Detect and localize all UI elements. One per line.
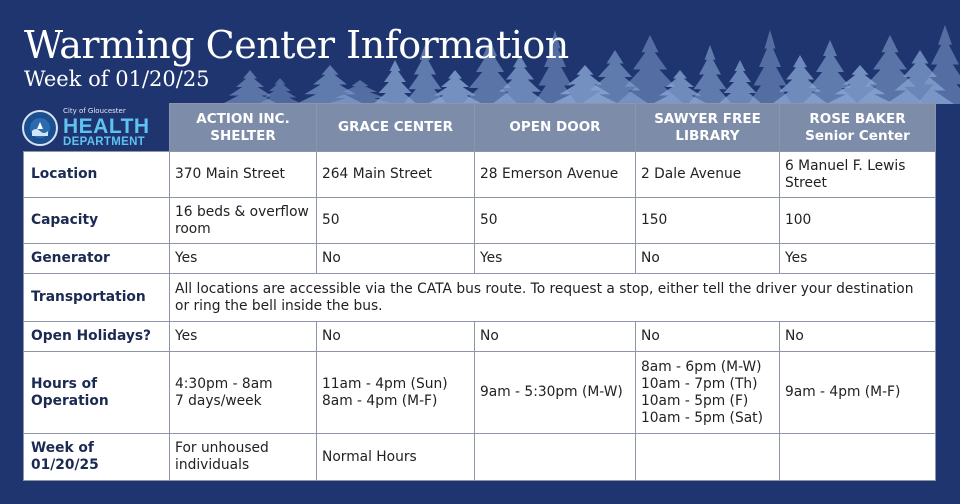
table-cell: Yes [780, 244, 936, 274]
table-cell: No [780, 322, 936, 352]
table-cell: No [636, 244, 780, 274]
cell-line: 8am - 4pm (M-F) [322, 392, 438, 409]
table-cell: Yes [170, 322, 317, 352]
cell-line: 10am - 7pm (Th) [641, 375, 758, 392]
cell-line: 10am - 5pm (F) [641, 392, 749, 409]
cell-line: 9am - 4pm (M-F) [785, 384, 901, 400]
table-cell [317, 352, 475, 434]
table-cell: Yes [170, 244, 317, 274]
table-cell [475, 352, 636, 434]
page-subtitle: Week of 01/20/25 [24, 67, 210, 91]
table-cell: Normal Hours [317, 434, 475, 481]
row-header-generator: Generator [24, 244, 170, 274]
table-cell: 28 Emerson Avenue [475, 152, 636, 198]
row-header-week: Week of 01/20/25 [24, 434, 170, 481]
table-cell: 50 [317, 198, 475, 244]
table-cell: Yes [475, 244, 636, 274]
table-cell: 2 Dale Avenue [636, 152, 780, 198]
table-cell [170, 352, 317, 434]
cell-line: 9am - 5:30pm (M-W) [480, 384, 623, 400]
table-corner-cell [24, 104, 170, 152]
table-row [24, 152, 936, 198]
cell-line: 8am - 6pm (M-W) [641, 358, 762, 375]
logo-health-text: HEALTH [63, 114, 150, 138]
row-header-capacity: Capacity [24, 198, 170, 244]
table-row [24, 322, 936, 352]
table-cell: 150 [636, 198, 780, 244]
table-row [24, 434, 936, 481]
table-cell: For unhoused individuals [170, 434, 317, 481]
cell-line: 11am - 4pm (Sun) [322, 375, 448, 392]
table-header-row [24, 104, 936, 152]
table-cell: 50 [475, 198, 636, 244]
table-cell: 264 Main Street [317, 152, 475, 198]
table-cell [780, 434, 936, 481]
table-cell [780, 352, 936, 434]
column-header: OPEN DOOR [475, 104, 636, 152]
table-cell: No [317, 322, 475, 352]
column-header: ROSE BAKER Senior Center [780, 104, 936, 152]
table-cell: No [475, 322, 636, 352]
column-header: ACTION INC. SHELTER [170, 104, 317, 152]
table-row [24, 274, 936, 322]
table-cell: 370 Main Street [170, 152, 317, 198]
row-header-transportation: Transportation [24, 274, 170, 322]
cell-line: 7 days/week [175, 392, 262, 409]
table-cell: 100 [780, 198, 936, 244]
row-header-open-holidays: Open Holidays? [24, 322, 170, 352]
row-header-hours: Hours of Operation [24, 352, 170, 434]
table-cell: No [317, 244, 475, 274]
table-cell: 16 beds & overflow room [170, 198, 317, 244]
logo-department-text: DEPARTMENT [63, 135, 146, 148]
table-cell [636, 352, 780, 434]
table-row [24, 244, 936, 274]
table-cell: 6 Manuel F. Lewis Street [780, 152, 936, 198]
table-cell [636, 434, 780, 481]
cell-line: 10am - 5pm (Sat) [641, 409, 763, 426]
cell-line: 4:30pm - 8am [175, 375, 273, 392]
table-cell [475, 434, 636, 481]
column-header: GRACE CENTER [317, 104, 475, 152]
logo-city-text: City of Gloucester [63, 106, 126, 115]
warming-center-table [23, 103, 936, 481]
transportation-info-cell: All locations are accessible via the CATA bus route. To request a stop, either tell the driver your destination or ring the bell inside the bus. [170, 274, 936, 322]
page-title: Warming Center Information [24, 23, 569, 67]
column-header: SAWYER FREE LIBRARY [636, 104, 780, 152]
row-header-location: Location [24, 152, 170, 198]
table-row [24, 352, 936, 434]
table-cell: No [636, 322, 780, 352]
table-row [24, 198, 936, 244]
